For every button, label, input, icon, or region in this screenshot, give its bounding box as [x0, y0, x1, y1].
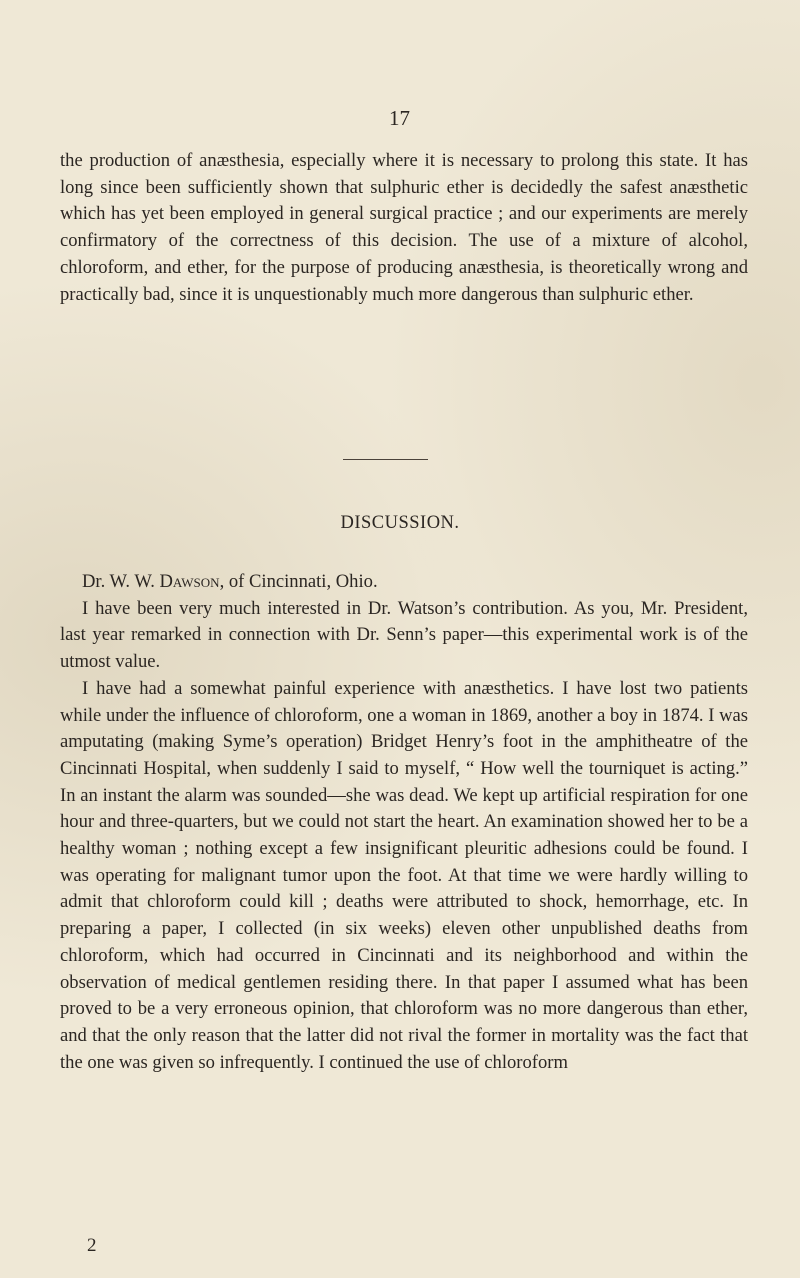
- body-text-continued: [60, 148, 748, 308]
- speaker-affiliation: , of Cincinnati, Ohio.: [219, 571, 378, 592]
- paragraph: I have been very much interested in Dr. Watson’s contribution. As you, Mr. President, last year remarked in connection with Dr. Senn’s paper—this experimental work is of the utmost value.: [60, 597, 748, 673]
- paragraph: the production of anæsthesia, especially where it is necessary to prolong this state. It has long since been sufficiently shown that sulphuric ether is decidedly the safest anæsthetic which has yet been employed in general surgical practice ; and our experiments are merely confirmatory of the correctness of this decision. The use of a mixture of alcohol, chloroform, and ether, for the purpose of producing anæsthesia, is theoretically wrong and practically bad, since it is unquestionably much more dangerous than sulphuric ether.: [60, 150, 748, 305]
- page-number: 17: [389, 106, 410, 130]
- speaker-prefix: Dr. W. W.: [82, 571, 160, 592]
- signature-mark: 2: [87, 1235, 97, 1256]
- section-divider: [343, 459, 428, 460]
- speaker-line: [60, 569, 748, 596]
- discussion-body: [60, 569, 748, 1076]
- section-heading: DISCUSSION.: [340, 513, 460, 533]
- paragraph: I have had a somewhat painful experience with anæsthetics. I have lost two patients while under the influence of chloroform, one a woman in 1869, another a boy in 1874. I was amputating (making Syme’s operation) Bridget Henry’s foot in the amphitheatre of the Cincinnati Hospital, when suddenly I said to myself, “ How well the tourniquet is acting.” In an instant the alarm was sounded—she was dead. We kept up artificial respiration for one hour and three-quarters, but we could not start the heart. An examination showed her to be a healthy woman ; nothing except a few insignificant pleuritic adhesions could be found. I was operating for malignant tumor upon the foot. At that time we were hardly willing to admit that chloroform could kill ; deaths were attributed to shock, hemorrhage, etc. In preparing a paper, I collected (in six weeks) eleven other unpublished deaths from chloroform, which had occurred in Cincinnati and its neighborhood and within the observation of medical gentlemen residing there. In that paper I assumed what has been proved to be a very erroneous opinion, that chloroform was no more dangerous than ether, and that the only reason that the latter did not rival the former in mortality was the fact that the one was given so infrequently. I continued the use of chloroform: [60, 677, 748, 1073]
- speaker-surname: Dawson: [159, 571, 220, 592]
